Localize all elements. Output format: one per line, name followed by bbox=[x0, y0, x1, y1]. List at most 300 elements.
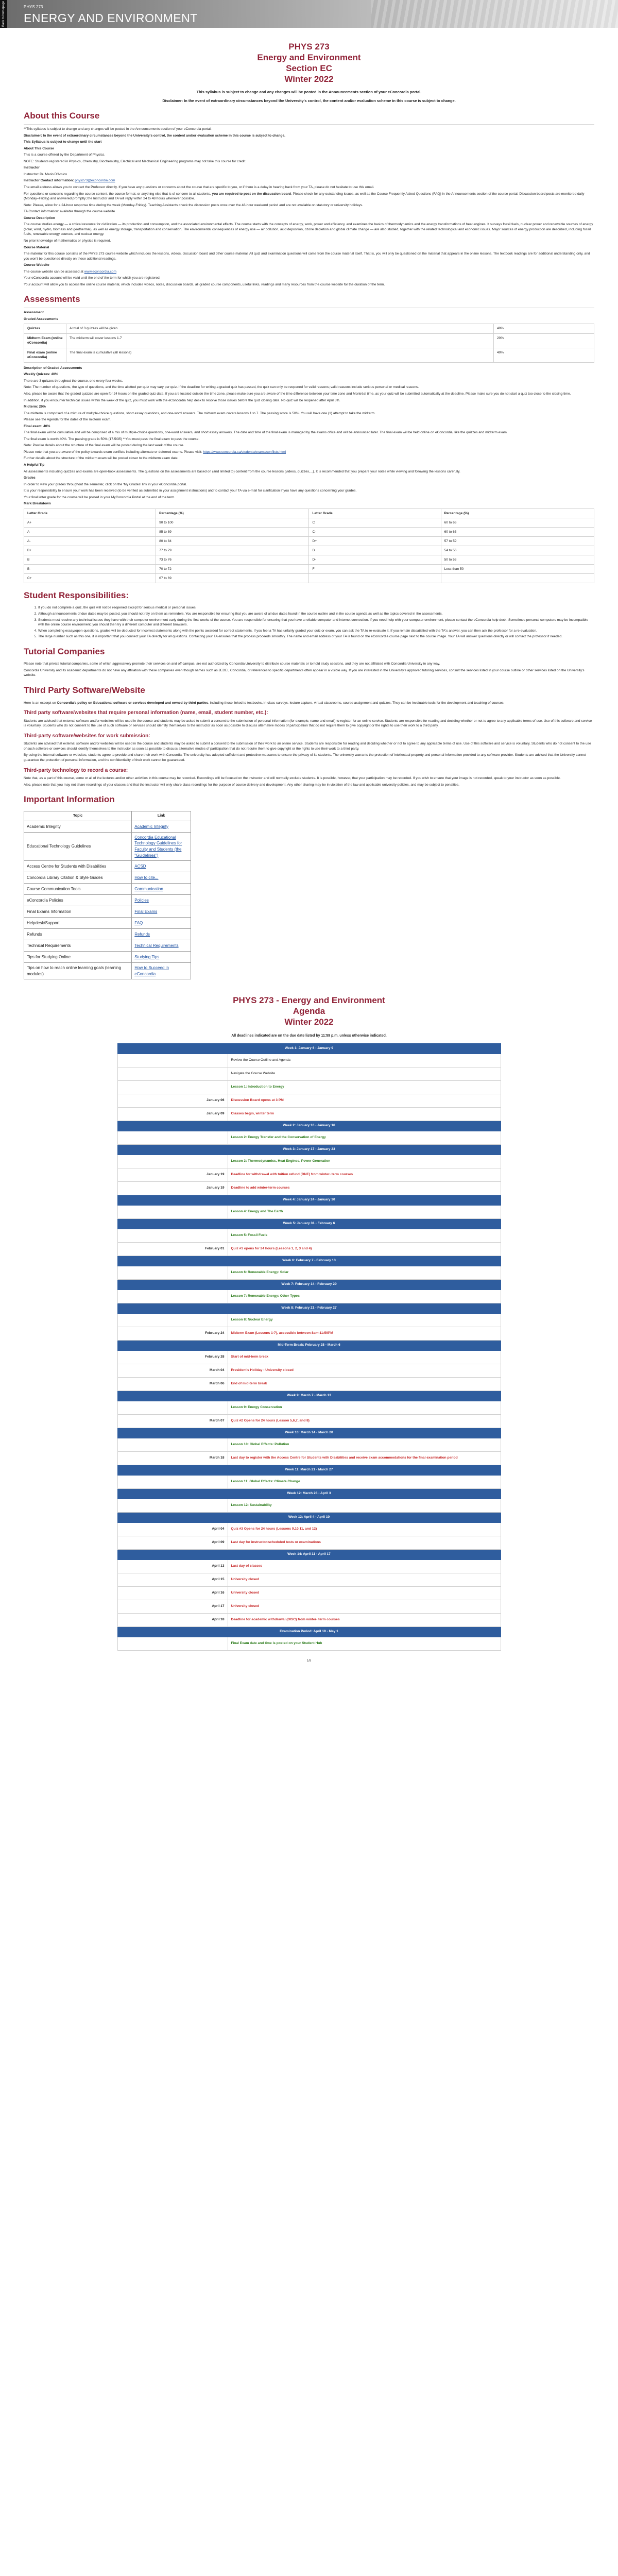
third-party-intro bbox=[24, 701, 594, 706]
agenda-row bbox=[117, 1438, 501, 1451]
agenda-task: Lesson 9: Energy Conservation bbox=[228, 1401, 501, 1414]
quizzes-heading: Weekly Quizzes: 40% bbox=[24, 372, 58, 377]
page-number: 1/8 bbox=[306, 1659, 312, 1663]
agenda-date: April 18 bbox=[117, 1613, 228, 1626]
grades-info: Your final letter grade for the course will be posted in your MyConcordia Portal at the end of the term. bbox=[24, 495, 176, 499]
agenda-week-label: Week 12: March 28 - April 3 bbox=[117, 1488, 501, 1499]
agenda-week-header bbox=[117, 1340, 501, 1350]
disclaimer-notice: Disclaimer: In the event of extraordinary circumstances beyond the University's control, the content and/or evaluation scheme in this course is subject to change. bbox=[162, 98, 456, 103]
agenda-row bbox=[117, 1290, 501, 1303]
grades-heading: Grades bbox=[24, 476, 36, 480]
prerequisite-note: No prior knowledge of mathematics or physics is required. bbox=[24, 239, 111, 243]
homepage-side-tab[interactable]: Back to homepage bbox=[0, 0, 7, 28]
mark-cell: C+ bbox=[24, 573, 156, 583]
agenda-row bbox=[117, 1313, 501, 1327]
discussion-board-requirement: you are required to post on the discussion board bbox=[212, 192, 291, 196]
assessment-detail: A total of 3 quizzes will be given bbox=[66, 324, 494, 334]
important-info-table bbox=[24, 811, 191, 980]
agenda-task: Deadline for withdrawal with tuition refund (DNE) from winter- term courses bbox=[228, 1168, 501, 1181]
mark-row bbox=[24, 564, 594, 573]
website-validity: Your eConcordia account will be valid until the end of the term for which you are registered. bbox=[24, 276, 161, 280]
mark-cell: 70 to 72 bbox=[156, 564, 309, 573]
mark-cell bbox=[441, 573, 594, 583]
agenda-task: Deadline to add winter-term courses bbox=[228, 1181, 501, 1195]
mark-breakdown-table bbox=[24, 509, 594, 583]
assessment-weight: 20% bbox=[494, 333, 594, 348]
agenda-task: Quiz #1 opens for 24 hours (Lessons 1, 2, 3 and 4) bbox=[228, 1242, 501, 1256]
resource-row bbox=[24, 952, 191, 963]
banner-course-code: PHYS 273 bbox=[24, 5, 43, 9]
resource-link[interactable]: Concordia Educational Technology Guidelines for Faculty and Students (the "Guidelines") bbox=[134, 835, 182, 858]
agenda-week-header bbox=[117, 1549, 501, 1560]
agenda-row bbox=[117, 1573, 501, 1586]
questions-text: . Please check for any outstanding issues, as well as the Course Frequently Asked Questions (FAQ) in the Announcements section of the course portal. Discussion board posts are monitored daily (Monday–Friday) and answered promptly; the Instructor and TA will reply within 24 to 48 hours whenever possible. bbox=[24, 192, 585, 201]
mark-cell: D bbox=[309, 546, 441, 555]
helpful-tip: All assessments including quizzes and exams are open-book assessments. The questions on the assessments are based on (and limited to) content from the course lessons (videos, quizzes,...). It is recommended that you prepare your notes while viewing and following the lessons carefully. bbox=[24, 469, 460, 473]
agenda-week-label: Week 5: January 31 - February 6 bbox=[117, 1218, 501, 1229]
agenda-date: January 19 bbox=[117, 1168, 228, 1181]
agenda-row bbox=[117, 1350, 501, 1364]
agenda-row bbox=[117, 1229, 501, 1242]
agenda-date: February 28 bbox=[117, 1350, 228, 1364]
agenda-task: University closed bbox=[228, 1586, 501, 1600]
syllabus-title bbox=[24, 41, 594, 84]
mark-header-row bbox=[24, 509, 594, 518]
agenda-row bbox=[117, 1560, 501, 1573]
agenda-week-header bbox=[117, 1465, 501, 1475]
questions-paragraph bbox=[24, 192, 594, 201]
agenda-date bbox=[117, 1401, 228, 1414]
conflicts-text: Please note that you are aware of the policy towards exam conflicts including alternate or deferred exams. Please visit: bbox=[24, 450, 202, 454]
resource-link[interactable]: Academic Integrity bbox=[134, 824, 169, 829]
resource-link-cell bbox=[132, 906, 191, 918]
mark-cell: 77 to 79 bbox=[156, 546, 309, 555]
title-line: Energy and Environment bbox=[257, 53, 361, 62]
agenda-week-header bbox=[117, 1256, 501, 1266]
assessment-label: Assessment bbox=[24, 310, 44, 314]
agenda-date: April 17 bbox=[117, 1600, 228, 1613]
mark-cell: A bbox=[24, 527, 156, 536]
account-access: Your account will allow you to access the online course material, which includes videos, notes, discussion boards, all graded course components, useful links, readings and many resources from the course website for the duration of the term. bbox=[24, 282, 385, 286]
instructor-email-link[interactable]: phys273@econcordia.com bbox=[75, 179, 115, 183]
agenda-date bbox=[117, 1131, 228, 1144]
title-line: PHYS 273 bbox=[288, 42, 330, 52]
resource-topic: Concordia Library Citation & Style Guides bbox=[24, 872, 132, 884]
final-info: The final exam is worth 40%. The passing grade is 50% (17.5/35) **You must pass the final exam to pass the course. bbox=[24, 437, 200, 441]
resource-link[interactable]: How to cite... bbox=[134, 875, 159, 880]
resource-topic: Academic Integrity bbox=[24, 821, 132, 832]
agenda-week-header bbox=[117, 1626, 501, 1637]
agenda-task: Last day for instructor-scheduled tests or examinations bbox=[228, 1536, 501, 1549]
structure-note: Further details about the structure of the midterm exam will be posted closer to the midterm exam date. bbox=[24, 456, 179, 461]
resource-link[interactable]: Communication bbox=[134, 886, 163, 891]
about-line: This is a course offered by the Department of Physics. bbox=[24, 153, 106, 157]
about-line: Disclaimer: In the event of extraordinary circumstances beyond the University's control, the content and/or evaluation scheme in this course is subject to change. bbox=[24, 133, 285, 138]
resource-header-row bbox=[24, 811, 191, 821]
agenda-date bbox=[117, 1438, 228, 1451]
agenda-row bbox=[117, 1181, 501, 1195]
agenda-date: March 18 bbox=[117, 1451, 228, 1465]
course-material: The material for this course consists of the PHYS 273 course website which includes the lessons, videos, discussion board and other course material. All quiz and examination questions will come from the course material itself. That is, you will only be questioned on the material that appears in the online lessons. The textbook readings are for additional understanding only, and you won't be questioned directly on these additional readings. bbox=[24, 252, 590, 261]
mark-cell: D+ bbox=[309, 536, 441, 546]
mark-header-cell: Percentage (%) bbox=[156, 509, 309, 518]
resource-topic: Tips on how to reach online learning goals (learning modules) bbox=[24, 963, 132, 979]
mark-breakdown-heading: Mark Breakdown bbox=[24, 502, 51, 506]
agenda-date bbox=[117, 1637, 228, 1650]
mark-cell: 54 to 56 bbox=[441, 546, 594, 555]
link-column-header: Link bbox=[132, 811, 191, 821]
mark-cell: 80 to 84 bbox=[156, 536, 309, 546]
course-banner bbox=[0, 0, 618, 28]
about-line: This Syllabus is subject to change until the start bbox=[24, 140, 102, 144]
agenda-date bbox=[117, 1313, 228, 1327]
mark-cell bbox=[309, 573, 441, 583]
agenda-date bbox=[117, 1499, 228, 1512]
responsibility-item: 3. Students must resolve any technical issues they have with their computer environment early during the first weeks of the course. You are responsible for ensuring that you have a reliable computer and internet connection. If you need help with your computer environment, please contact the eConcordia help desk. Sometimes personal computers may be incompatible with the online course environment; you should then try a different computer and different browsers. bbox=[38, 618, 594, 628]
assessment-weight: 40% bbox=[494, 348, 594, 362]
agenda-week-label: Mid-Term Break: February 28 - March 6 bbox=[117, 1340, 501, 1350]
agenda-week-header bbox=[117, 1218, 501, 1229]
resource-link-cell bbox=[132, 861, 191, 872]
agenda-week-header bbox=[117, 1303, 501, 1313]
third-party-paragraph: Also, please note that you may not share recordings of your classes and that the instructor will only share class recordings for the purpose of course delivery and development. Any other sharing may be in violation of the law and applicable university policies, and may be subject to penalties. bbox=[24, 783, 459, 787]
agenda-row bbox=[117, 1536, 501, 1549]
agenda-week-header bbox=[117, 1121, 501, 1131]
agenda-week-label: Week 2: January 10 - January 16 bbox=[117, 1121, 501, 1131]
agenda-row bbox=[117, 1168, 501, 1181]
agenda-date: February 24 bbox=[117, 1327, 228, 1340]
agenda-task: Review the Course Outline and Agenda bbox=[228, 1054, 501, 1067]
third-party-heading: Third Party Software/Website bbox=[24, 685, 145, 696]
mark-cell: 85 to 89 bbox=[156, 527, 309, 536]
agenda-task: Discussion Board opens at 3 PM bbox=[228, 1094, 501, 1107]
agenda-date bbox=[117, 1080, 228, 1094]
agenda-date: March 07 bbox=[117, 1414, 228, 1428]
agenda-task: Lesson 1: Introduction to Energy bbox=[228, 1080, 501, 1094]
agenda-task: Lesson 5: Fossil Fuels bbox=[228, 1229, 501, 1242]
about-line: About This Course bbox=[24, 146, 54, 150]
resource-link[interactable]: Policies bbox=[134, 897, 149, 903]
resource-topic: Tips for Studying Online bbox=[24, 952, 132, 963]
resource-link-cell bbox=[132, 821, 191, 832]
resource-topic: Educational Technology Guidelines bbox=[24, 832, 132, 860]
resource-topic: Helpdesk/Support bbox=[24, 918, 132, 929]
ta-contact: TA Contact information: available through the course website bbox=[24, 210, 115, 214]
intro-text: , including those linked to textbooks, in-class surveys, lecture capture, virtual classrooms, course assignment and quizzes. They can be invaluable tools for the development and teaching of courses. bbox=[208, 701, 505, 705]
mark-cell: A- bbox=[24, 536, 156, 546]
mark-cell: B+ bbox=[24, 546, 156, 555]
graded-row bbox=[24, 324, 594, 334]
third-party-paragraph: By using the internal software or websites, students agree to provide and share their work with Concordia. The university has adopted sufficient and protective measures to ensure the privacy of its students. The university warrants the protection of intellectual property and personal information provided to any software provider. Students are advised that the University cannot guarantee the protection of personal information, and the confidentiality of their work cannot be guaranteed. bbox=[24, 753, 586, 762]
graded-description-heading: Description of Graded Assessments bbox=[24, 366, 82, 370]
resource-link[interactable]: Studying Tips bbox=[134, 954, 160, 959]
agenda-date: February 01 bbox=[117, 1242, 228, 1256]
resource-row bbox=[24, 821, 191, 832]
recording-heading: Third-party technology to record a course: bbox=[24, 767, 128, 773]
agenda-row bbox=[117, 1205, 501, 1218]
agenda-date bbox=[117, 1290, 228, 1303]
personal-info-heading: Third party software/websites that require personal information (name, email, student number, etc.): bbox=[24, 710, 268, 716]
resource-link-cell bbox=[132, 929, 191, 940]
agenda-row bbox=[117, 1266, 501, 1279]
agenda-row bbox=[117, 1080, 501, 1094]
mark-cell: F bbox=[309, 564, 441, 573]
agenda-week-label: Week 11: March 21 - March 27 bbox=[117, 1465, 501, 1475]
mark-row bbox=[24, 527, 594, 536]
agenda-task: Lesson 11: Global Effects: Climate Change bbox=[228, 1475, 501, 1488]
quiz-info: Note: The number of questions, the type of questions, and the time allotted per quiz may vary per quiz. If the deadline for writing a graded quiz has passed, the quiz can only be reopened for valid reasons; valid reasons include serious personal or medical reasons. bbox=[24, 385, 419, 389]
topic-column-header: Topic bbox=[24, 811, 132, 821]
agenda-row bbox=[117, 1613, 501, 1626]
resource-row bbox=[24, 906, 191, 918]
agenda-row bbox=[117, 1401, 501, 1414]
agenda-task: Lesson 12: Sustainability bbox=[228, 1499, 501, 1512]
agenda-date bbox=[117, 1475, 228, 1488]
material-heading: Course Material bbox=[24, 245, 49, 249]
graded-row bbox=[24, 348, 594, 362]
agenda-date: March 04 bbox=[117, 1364, 228, 1377]
resource-topic: Course Communication Tools bbox=[24, 884, 132, 895]
grades-info: In order to view your grades throughout the semester, click on the 'My Grades' link in your eConcordia portal. bbox=[24, 482, 187, 486]
conflicts-line bbox=[24, 450, 594, 455]
resource-link[interactable]: ACSD bbox=[134, 863, 146, 869]
resource-row bbox=[24, 884, 191, 895]
assessment-name: Final exam (online eConcordia) bbox=[24, 348, 66, 362]
website-text: The course website can be accessed at bbox=[24, 269, 83, 274]
agenda-week-label: Week 10: March 14 - March 20 bbox=[117, 1428, 501, 1438]
intro-text: Here is an excerpt on bbox=[24, 701, 56, 705]
agenda-task: Last day to register with the Access Centre for Students with Disabilities and receive exam accommodations for the final examination period bbox=[228, 1451, 501, 1465]
agenda-task: Quiz #3 Opens for 24 hours (Lessons 9,10,11, and 12) bbox=[228, 1522, 501, 1536]
title-line: Section EC bbox=[286, 63, 332, 73]
agenda-week-label: Week 4: January 24 - January 30 bbox=[117, 1195, 501, 1205]
agenda-week-header bbox=[117, 1512, 501, 1522]
agenda-date: March 06 bbox=[117, 1377, 228, 1391]
agenda-row bbox=[117, 1067, 501, 1080]
agenda-row bbox=[117, 1451, 501, 1465]
resource-link-cell bbox=[132, 918, 191, 929]
banner-course-name: ENERGY AND ENVIRONMENT bbox=[24, 11, 198, 25]
agenda-date: January 19 bbox=[117, 1181, 228, 1195]
resource-row bbox=[24, 895, 191, 906]
resource-link[interactable]: Final Exams bbox=[134, 909, 158, 914]
agenda-week-label: Week 8: February 21 - February 27 bbox=[117, 1303, 501, 1313]
third-party-paragraph: Students are advised that external software and/or websites will be used in the course and students may be asked to submit a consent to the submission of personal information (for example, name and email) to register for an online service. Students are responsible for reading and deciding whether or not to agree to any applicable terms of use. Use of this software and service is voluntary. Students who do not consent to the use of such software or services should identify themselves to the instructor as soon as possible to discuss alternative modes of participation that do not require them to give copyright or the rights to use their work to a third party. bbox=[24, 719, 592, 728]
agenda-date: April 04 bbox=[117, 1522, 228, 1536]
response-time-note: Note: Please, allow for a 24-hour response time during the week (Monday-Friday). Teaching Assistants check the discussion posts once over the 48-hour weekend period and are not available on statutory or university holidays. bbox=[24, 203, 363, 207]
important-info-heading: Important Information bbox=[24, 794, 115, 805]
agenda-week-label: Examination Period: April 19 - May 1 bbox=[117, 1626, 501, 1637]
agenda-task: Lesson 8: Nuclear Energy bbox=[228, 1313, 501, 1327]
agenda-row bbox=[117, 1364, 501, 1377]
quiz-info: In addition, if you encounter technical issues within the week of the quiz, you must work with the eConcordia help desk to resolve those issues before the quiz closing date. No quiz will be reopened after April 5th. bbox=[24, 398, 340, 402]
mark-cell: B bbox=[24, 555, 156, 564]
resource-link-cell bbox=[132, 832, 191, 860]
questions-text: For questions or concerns regarding the course content, the course format, or anything else that is of concern to all students, bbox=[24, 192, 211, 196]
mark-row bbox=[24, 536, 594, 546]
econcordia-link[interactable]: www.econcordia.com bbox=[84, 269, 116, 274]
agenda-task: Quiz #2 Opens for 24 hours (Lesson 5,6,7, and 8) bbox=[228, 1414, 501, 1428]
quiz-info: Also, please be aware that the graded quizzes are open for 24 hours on the graded quiz date. If you are located outside the time zone, please make sure you are aware of the time difference between your time zone and Montréal time, as your quiz will be submitted automatically at the deadline. Please make sure you do not start a quiz too close to the closing time. bbox=[24, 392, 571, 396]
mark-header-cell: Letter Grade bbox=[309, 509, 441, 518]
website-line bbox=[24, 269, 594, 275]
mark-cell: 57 to 59 bbox=[441, 536, 594, 546]
resource-row bbox=[24, 832, 191, 860]
agenda-row bbox=[117, 1475, 501, 1488]
agenda-date: April 13 bbox=[117, 1560, 228, 1573]
mark-row bbox=[24, 518, 594, 527]
agenda-date bbox=[117, 1229, 228, 1242]
resource-link[interactable]: Refunds bbox=[134, 931, 150, 937]
agenda-row bbox=[117, 1637, 501, 1650]
agenda-row bbox=[117, 1094, 501, 1107]
mark-cell: C- bbox=[309, 527, 441, 536]
agenda-row bbox=[117, 1054, 501, 1067]
agenda-task: Lesson 6: Renewable Energy: Solar bbox=[228, 1266, 501, 1279]
responsibility-item: 4. When completing essay/open questions, grades will be deducted for incorrect statements along with the points awarded for correct statements. If you feel a TA has unfairly graded your quiz or exam, you can ask the TA to re-evaluate it. If you remain dissatisfied with the TA's answer, you can then ask the professor for a re-evaluation. bbox=[38, 629, 594, 634]
mark-cell: 67 to 69 bbox=[156, 573, 309, 583]
responsibility-item: 5. The large number such as this one, it is important that you connect your TA directly for all questions. Contacting your TA ensures that the process proceeds smoothly. The name and email address of your TA is found on the eConcordia course page next to the course image. Your TA will answer questions directly or will contact the professor if needed. bbox=[38, 634, 594, 639]
agenda-date bbox=[117, 1067, 228, 1080]
banner-decoration bbox=[371, 0, 618, 28]
agenda-week-header bbox=[117, 1391, 501, 1401]
quiz-info: There are 3 quizzes throughout the course, one every four weeks. bbox=[24, 379, 123, 383]
agenda-task: University closed bbox=[228, 1600, 501, 1613]
contact-line bbox=[24, 178, 594, 183]
agenda-date: April 15 bbox=[117, 1573, 228, 1586]
assessment-weight: 40% bbox=[494, 324, 594, 334]
resource-row bbox=[24, 929, 191, 940]
title-line: Winter 2022 bbox=[284, 74, 334, 84]
agenda-task: Lesson 10: Global Effects: Pollution bbox=[228, 1438, 501, 1451]
assessment-name: Midterm Exam (online eConcordia) bbox=[24, 333, 66, 348]
final-exam-heading: Final exam: 40% bbox=[24, 424, 50, 428]
website-heading: Course Website bbox=[24, 263, 49, 267]
agenda-row bbox=[117, 1327, 501, 1340]
resource-row bbox=[24, 918, 191, 929]
agenda-week-header bbox=[117, 1195, 501, 1205]
responsibilities-heading: Student Responsibilities: bbox=[24, 590, 129, 600]
mark-header-cell: Percentage (%) bbox=[441, 509, 594, 518]
agenda-date: April 09 bbox=[117, 1536, 228, 1549]
mark-cell: 73 to 76 bbox=[156, 555, 309, 564]
resource-link[interactable]: How to Succeed in eConcordia bbox=[134, 965, 169, 976]
tutorial-heading: Tutorial Companies bbox=[24, 646, 105, 656]
agenda-date bbox=[117, 1054, 228, 1067]
mark-row bbox=[24, 555, 594, 564]
agenda-week-label: Week 1: January 6 - January 9 bbox=[117, 1043, 501, 1054]
mark-cell: Less than 50 bbox=[441, 564, 594, 573]
agenda-week-header bbox=[117, 1043, 501, 1054]
agenda-task: Final Exam date and time is posted on your Student Hub bbox=[228, 1637, 501, 1650]
mark-cell: A+ bbox=[24, 518, 156, 527]
agenda-week-header bbox=[117, 1488, 501, 1499]
about-line: Instructor bbox=[24, 166, 40, 170]
about-heading: About this Course bbox=[24, 110, 594, 125]
agenda-week-label: Week 9: March 7 - March 13 bbox=[117, 1391, 501, 1401]
agenda-date: January 06 bbox=[117, 1094, 228, 1107]
midterm-heading: Midterm: 20% bbox=[24, 405, 46, 409]
resource-topic: Access Centre for Students with Disabilities bbox=[24, 861, 132, 872]
agenda-title-line: PHYS 273 - Energy and Environment bbox=[233, 995, 385, 1006]
policy-name: Concordia's policy on Educational software or services developed and owned by third parties bbox=[57, 701, 209, 705]
agenda-row bbox=[117, 1242, 501, 1256]
final-info: Note: Precise details about the structure of the final exam will be posted during the last week of the course. bbox=[24, 444, 184, 448]
helpful-tip-heading: A Helpful Tip bbox=[24, 463, 45, 467]
agenda-task: Lesson 3: Thermodynamics, Heat Engines, Power Generation bbox=[228, 1155, 501, 1168]
agenda-week-label: Week 7: February 14 - February 20 bbox=[117, 1279, 501, 1290]
agenda-deadline-note: All deadlines indicated are on the due date listed by 11:59 p.m. unless otherwise indicated. bbox=[231, 1034, 387, 1038]
agenda-row bbox=[117, 1131, 501, 1144]
agenda-row bbox=[117, 1499, 501, 1512]
resource-topic: Final Exams Information bbox=[24, 906, 132, 918]
agenda-task: Classes begin, winter term bbox=[228, 1107, 501, 1121]
assessment-name: Quizzes bbox=[24, 324, 66, 334]
tutorial-paragraph: Please note that private tutorial companies, some of which aggressively promote their services on and off campus, are not authorized by Concordia University to distribute course materials or to hold study sessions, and they are not affiliated with Concordia University in any way. bbox=[24, 662, 440, 666]
contact-note: The email address allows you to contact the Professor directly. If you have any questions or concerns about the course that are specific to you, or if there is a delay in hearing back from your TA, please do not hesitate to use this email. bbox=[24, 185, 374, 190]
agenda-week-label: Week 6: February 7 - February 13 bbox=[117, 1256, 501, 1266]
agenda-date bbox=[117, 1205, 228, 1218]
agenda-week-label: Week 13: April 4 - April 10 bbox=[117, 1512, 501, 1522]
agenda-task: Lesson 2: Energy Transfer and the Conservation of Energy bbox=[228, 1131, 501, 1144]
agenda-row bbox=[117, 1107, 501, 1121]
course-description: The course studies energy — a critical resource for civilization — its production and consumption, and the associated environmental effects. The course starts with the concepts of energy, work, power and efficiency, and examines the basics of thermodynamics and the energy transformations of heat engines. It surveys fossil fuels, nuclear power and renewable sources of energy (solar, wind, hydro, biomass and geothermal), as well as energy storage, transportation and conservation. The environmental consequences of energy use — air pollution, acid deposition, ozone depletion and global climate change — are also studied, together with the related technological and economic issues. Major sources of energy production are described, including fossil fuels, renewable energy sources, and nuclear energy. bbox=[24, 223, 593, 236]
agenda-row bbox=[117, 1522, 501, 1536]
mark-cell: 50 to 53 bbox=[441, 555, 594, 564]
agenda-week-label: Week 14: April 11 - April 17 bbox=[117, 1549, 501, 1560]
agenda-row bbox=[117, 1377, 501, 1391]
agenda-task: Start of mid-term break bbox=[228, 1350, 501, 1364]
agenda-task: University closed bbox=[228, 1573, 501, 1586]
agenda-date bbox=[117, 1266, 228, 1279]
description-heading: Course Description bbox=[24, 216, 55, 220]
about-line: Instructor: Dr. Mario D'Amico bbox=[24, 172, 67, 176]
assessment-detail: The midterm will cover lessons 1-7 bbox=[66, 333, 494, 348]
mark-cell: 90 to 100 bbox=[156, 518, 309, 527]
exam-conflicts-link[interactable]: https://www.concordia.ca/students/exams/conflicts.html bbox=[203, 450, 286, 454]
resource-link-cell bbox=[132, 872, 191, 884]
mark-cell: C bbox=[309, 518, 441, 527]
resource-row bbox=[24, 872, 191, 884]
agenda-row bbox=[117, 1155, 501, 1168]
graded-row bbox=[24, 333, 594, 348]
mark-cell: B- bbox=[24, 564, 156, 573]
agenda-week-header bbox=[117, 1144, 501, 1155]
resource-link[interactable]: FAQ bbox=[134, 920, 143, 925]
agenda-task: Deadline for academic withdrawal (DISC) from winter- term courses bbox=[228, 1613, 501, 1626]
resource-link[interactable]: Technical Requirements bbox=[134, 943, 179, 948]
resource-row bbox=[24, 940, 191, 952]
agenda-week-header bbox=[117, 1279, 501, 1290]
mark-cell: 60 to 63 bbox=[441, 527, 594, 536]
graded-assessments-table bbox=[24, 324, 594, 363]
resource-link-cell bbox=[132, 884, 191, 895]
grades-info: It is your responsibility to ensure your work has been received (to be verified as submitted in your assignment instructions) and to contact your TA via e-mail for clarification if you have any questions concerning your grades. bbox=[24, 489, 357, 493]
syllabus-content bbox=[0, 41, 618, 1663]
resource-row bbox=[24, 963, 191, 979]
resource-topic: Refunds bbox=[24, 929, 132, 940]
agenda-date bbox=[117, 1155, 228, 1168]
agenda-row bbox=[117, 1414, 501, 1428]
resource-row bbox=[24, 861, 191, 872]
mark-row bbox=[24, 546, 594, 555]
agenda-title-line: Agenda bbox=[293, 1006, 325, 1016]
tutorial-paragraph: Concordia University and its academic departments do not have any affiliation with these companies even though names such as JEDEI, Concordia, or references to specific departments often appear in a visible way. If you are interested in the University's approved tutoring services, consult the services listed in your course outline or other services listed on the University's website. bbox=[24, 668, 585, 677]
agenda-table bbox=[117, 1043, 501, 1651]
midterm-date-note: Please see the Agenda for the dates of the midterm exam. bbox=[24, 418, 112, 422]
agenda-date: January 09 bbox=[117, 1107, 228, 1121]
agenda-date: April 16 bbox=[117, 1586, 228, 1600]
